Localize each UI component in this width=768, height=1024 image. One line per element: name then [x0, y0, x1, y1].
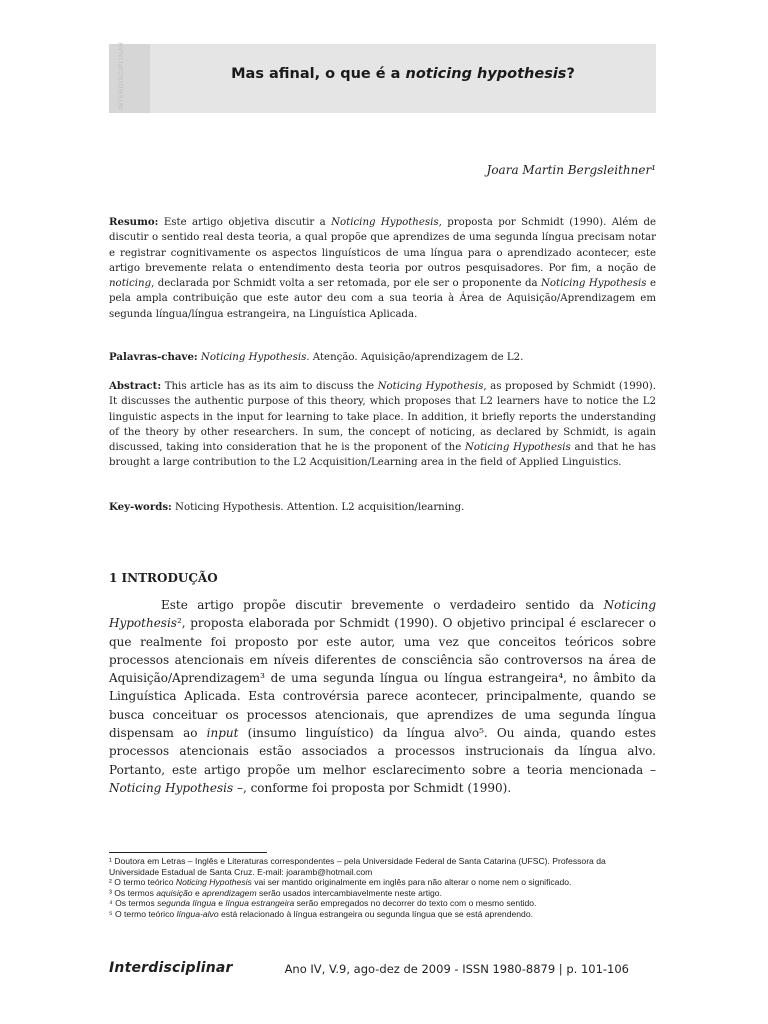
footnote-2: ² O termo teórico Noticing Hypothesis vai ser mantido originalmente em inglês para não alterar o nome nem o significado. — [109, 877, 572, 888]
abstract-label: Abstract: — [109, 380, 162, 392]
paper-title: Mas afinal, o que é a noticing hypothesis? — [231, 66, 575, 82]
resumo-label: Resumo: — [109, 216, 159, 228]
journal-info: Ano IV, V.9, ago-dez de 2009 - ISSN 1980-8879 | p. 101-106 — [284, 962, 629, 976]
footnote-4: ⁴ Os termos segunda língua e língua estrangeira serão empregados no decorrer do texto com o mesmo sentido. — [109, 898, 537, 909]
footnote-5: ⁵ O termo teórico língua-alvo está relacionado à língua estrangeira ou segunda língua que se está aprendendo. — [109, 908, 533, 919]
intro-paragraph: Este artigo propõe discutir brevemente o verdadeiro sentido da Noticing Hypothesis², proposta elaborada por Schmidt (1990). O objetivo principal é esclarecer o que realmente foi proposto por este autor, uma vez que conceitos teóricos sobre processos atencionais em níveis diferentes de consciência são controversos na área de Aquisição/Aprendizagem³ de uma segunda língua ou língua estrangeira⁴, no âmbito da Linguística Aplicada. Esta controvérsia parece acontecer, principalmente, quando se busca conceituar os processos atencionais, que aprendizes de uma segunda língua dispensam ao input (insumo linguístico) da língua alvo⁵. Ou ainda, quando estes processos atencionais estão associados a processos instrucionais da língua alvo. Portanto, este artigo propõe um melhor esclarecimento sobre a teoria mencionada – Noticing Hypothesis –, conforme foi proposta por Schmidt (1990). — [109, 598, 656, 795]
palavras-chave-label: Palavras-chave: — [109, 351, 198, 363]
footnote-rule — [109, 852, 267, 853]
section-heading: 1 INTRODUÇÃO — [109, 571, 218, 585]
journal-vertical-mark: INTERDISCIPLINAR — [118, 41, 125, 110]
keywords-paragraph: Key-words: Noticing Hypothesis. Attention. L2 acquisition/learning. — [109, 501, 465, 513]
journal-footer — [109, 960, 656, 982]
abstract-paragraph: Abstract: This article has as its aim to discuss the Noticing Hypothesis, as proposed by Schmidt (1990). It discusses the authentic purpose of this theory, which proposes that L2 learners have to notice the L2 linguistic aspects in the input for learning to take place. In addition, it briefly reports the understanding of the theory by other researchers. In sum, the concept of noticing, as declared by Schmidt, is again discussed, taking into consideration that he is the proponent of the Noticing Hypothesis and that he has brought a large contribution to the L2 Acquisition/Learning area in the field of Applied Linguistics. — [109, 380, 656, 469]
resumo-paragraph: Resumo: Este artigo objetiva discutir a Noticing Hypothesis, proposta por Schmidt (1990). Além de discutir o sentido real desta teoria, a qual propõe que aprendizes de uma segunda língua precisam notar e registrar cognitivamente os aspectos linguísticos de uma língua para o aprendizado acontecer, este artigo brevemente relata o entendimento desta teoria por outros pesquisadores. Por fim, a noção de noticing, declarada por Schmidt volta a ser retomada, por ele ser o proponente da Noticing Hypothesis e pela ampla contribuição que este autor deu com a sua teoria à Área de Aquisição/Aprendizagem em segunda língua/língua estrangeira, na Linguística Aplicada. — [109, 216, 656, 320]
banner-side-tab — [109, 41, 150, 113]
palavras-chave-paragraph: Palavras-chave: Noticing Hypothesis. Atenção. Aquisição/aprendizagem de L2. — [109, 351, 524, 363]
journal-logo: Interdisciplinar — [109, 960, 233, 976]
author-name: Joara Martin Bergsleithner¹ — [486, 163, 656, 177]
keywords-label: Key-words: — [109, 501, 172, 513]
footnotes — [109, 856, 656, 920]
footnote-1: ¹ Doutora em Letras – Inglês e Literaturas correspondentes – pela Universidade Federal de Santa Catarina (UFSC). Professora da Universidade Estadual de Santa Cruz. E-mail: joaramb@hotmail.com — [109, 856, 606, 877]
footnote-3: ³ Os termos aquisição e aprendizagem serão usados intercambiavelmente neste artigo. — [109, 887, 442, 898]
